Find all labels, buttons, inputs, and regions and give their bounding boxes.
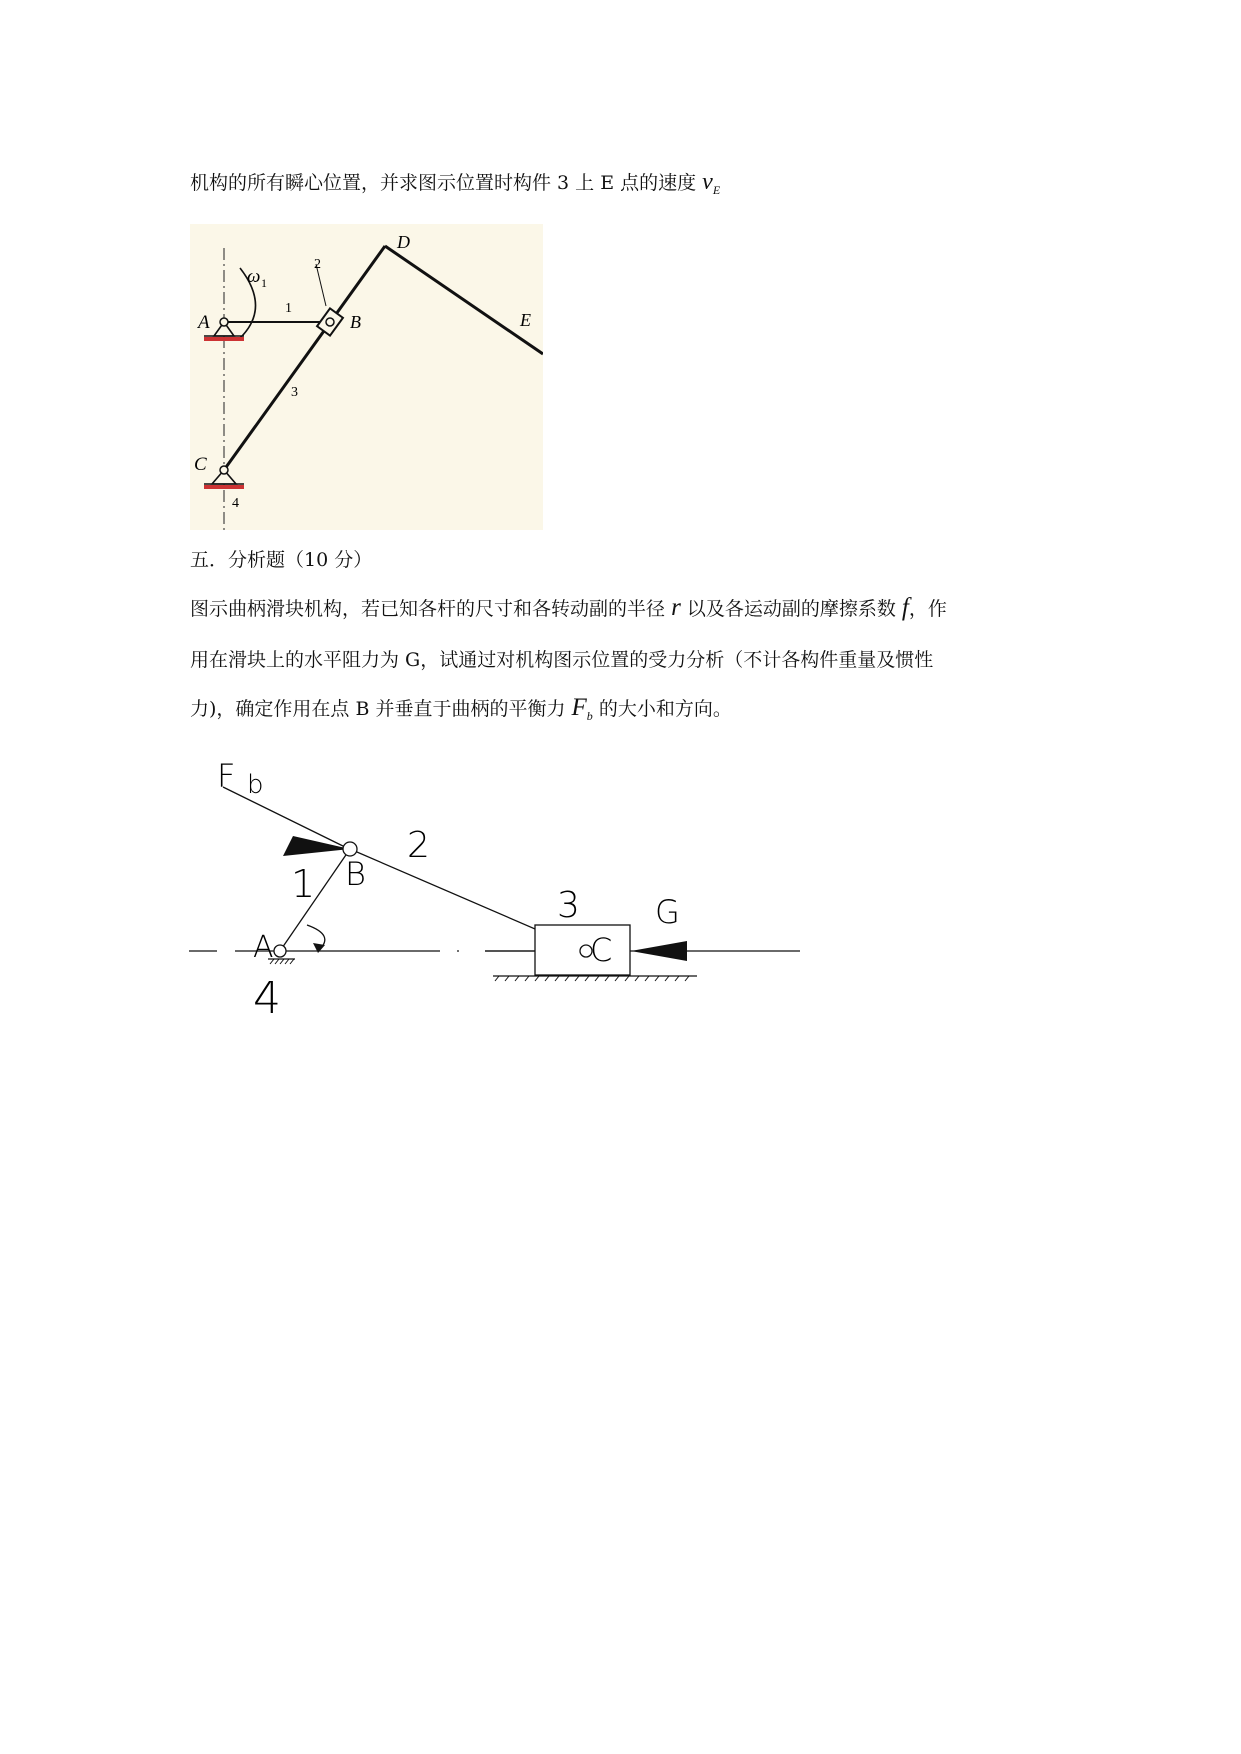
label-Fb-sub: b xyxy=(247,770,264,800)
label-C: C xyxy=(590,931,613,969)
label-B: B xyxy=(350,312,361,332)
Fb-arrowhead xyxy=(283,836,350,856)
section-5-text-3b: 的大小和方向。 xyxy=(598,698,732,720)
label-link-4: 4 xyxy=(232,496,239,511)
slider-crank-figure xyxy=(185,745,825,1025)
label-link-3: 3 xyxy=(291,385,298,400)
r-symbol: r xyxy=(671,594,681,621)
section-5-heading: 五．分析题（10 分） xyxy=(190,549,373,571)
label-omega: ω xyxy=(247,266,261,287)
slider-ground xyxy=(493,976,697,981)
f-symbol: f xyxy=(901,594,909,621)
velocity-symbol: v xyxy=(702,169,713,195)
Fb-symbol: F xyxy=(571,694,587,721)
section-5-line-2: 用在滑块上的水平阻力为 G，试通过对机构图示位置的受力分析（不计各构件重量及惯性 xyxy=(190,649,934,671)
label-link-1: 1 xyxy=(285,301,292,316)
velocity-subscript: E xyxy=(712,182,721,197)
label-A: A xyxy=(198,312,210,333)
label-D: D xyxy=(397,232,410,252)
joint-B xyxy=(326,318,334,326)
Fb-subscript: b xyxy=(586,708,593,723)
problem4-line xyxy=(190,168,720,198)
label-omega-sub: 1 xyxy=(261,276,267,290)
label-link-4: 4 xyxy=(253,973,281,1024)
label-G: G xyxy=(655,893,680,931)
label-link-3: 3 xyxy=(557,885,580,926)
problem4-text: 机构的所有瞬心位置，并求图示位置时构件 3 上 E 点的速度 xyxy=(190,172,697,194)
label-Fb: F xyxy=(217,757,236,795)
section-5-text-3a: 力)，确定作用在点 B 并垂直于曲柄的平衡力 xyxy=(190,698,566,720)
section-5-line-3 xyxy=(190,694,732,724)
label-C: C xyxy=(194,454,207,475)
label-link-2: 2 xyxy=(407,825,430,866)
section-5-text-3: ，作 xyxy=(908,598,947,620)
section-5-line-1 xyxy=(190,594,947,622)
linkage-figure-1 xyxy=(190,224,543,530)
label-link-2: 2 xyxy=(314,257,321,272)
label-link-1: 1 xyxy=(291,862,316,906)
Fb-arrow-line xyxy=(223,787,347,848)
section-5-text-2: 以及各运动副的摩擦系数 xyxy=(686,598,896,620)
joint-B xyxy=(343,842,357,856)
label-B: B xyxy=(345,855,366,893)
section-5-text-1: 图示曲柄滑块机构，若已知各杆的尺寸和各转动副的半径 xyxy=(190,598,666,620)
G-arrowhead xyxy=(631,941,687,961)
label-A: A xyxy=(253,930,274,965)
joint-A xyxy=(274,945,286,957)
label-E: E xyxy=(520,310,531,330)
